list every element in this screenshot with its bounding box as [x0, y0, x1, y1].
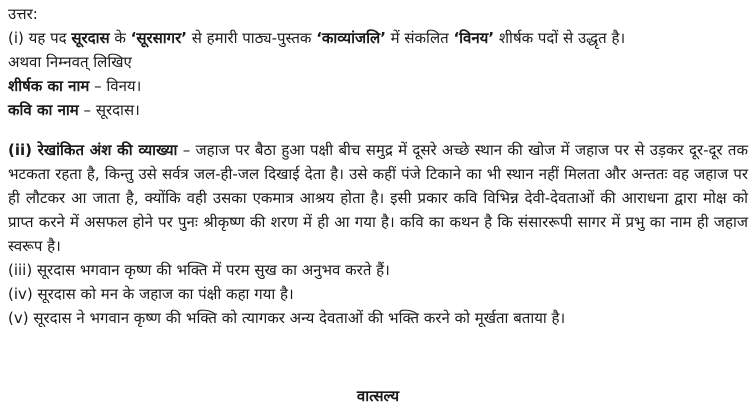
answer-part-3: (iii) सूरदास भगवान कृष्ण की भक्ति में परम सुख का अनुभव करते हैं। [8, 261, 390, 279]
poet-row-label: कवि का नाम [8, 101, 79, 119]
part-1-text-d: में संकलित [385, 29, 454, 47]
part-2-label: (ii) रेखांकित अंश की व्याख्या [8, 141, 178, 159]
part-1-text-a: यह पद [23, 29, 72, 47]
answer-part-1 [8, 26, 748, 50]
part-1-number: (i) [8, 29, 24, 47]
spacer [8, 122, 748, 138]
answer-part-2 [8, 138, 748, 258]
poem-title: ‘विनय’ [453, 29, 495, 47]
part-1-text-c: से हमारी पाठ्य-पुस्तक [186, 29, 317, 47]
title-row-label: शीर्षक का नाम [8, 77, 90, 95]
answer-part-5: (v) सूरदास ने भगवान कृष्ण की भक्ति को त्यागकर अन्य देवताओं की भक्ति करने को मूर्खता बताया है। [8, 309, 566, 327]
part-2-text: – जहाज पर बैठा हुआ पक्षी बीच समुद्र में दूसरे अच्छे स्थान की खोज में जहाज पर से उड़कर दूर-दूर तक भटकता रहता है, किन्तु उसे सर्वत्र जल-ही-जल दिखाई देता है। उसे कहीं पंजे टिकाने का भी स्थान नहीं मिलता और अन्ततः वह जहाज पर ही लौटकर आ जाता है, क्योंकि वही उसका एकमात्र आश्रय होता है। इसी प्रकार कवि विभिन्न देवी-देवताओं की आराधना द्वारा मोक्ष को प्राप्त करने में असफल होने पर पुनः श्रीकृष्ण की शरण में ही आ गया है। कवि का कथन है कि संसाररूपी सागर में प्रभु का नाम ही जहाज स्वरूप है। [8, 141, 748, 255]
poet-row-value: – सूरदास। [78, 101, 140, 119]
textbook-name: ‘काव्यांजलि’ [316, 29, 386, 47]
poet-name: सूरदास [71, 29, 110, 47]
alternative-line: अथवा निम्नवत् लिखिए [8, 53, 132, 71]
title-row-value: – विनय। [89, 77, 142, 95]
answer-label: उत्तर: [8, 5, 38, 23]
answer-part-4: (iv) सूरदास को मन के जहाज का पंक्षी कहा गया है। [8, 285, 294, 303]
part-1-text-b: के [109, 29, 131, 47]
part-1-text-e: शीर्षक पदों से उद्धृत है। [494, 29, 626, 47]
poet-row [8, 98, 748, 122]
book-name: ‘सूरसागर’ [130, 29, 187, 47]
section-heading: वात्सल्य [356, 387, 400, 405]
title-row [8, 74, 748, 98]
